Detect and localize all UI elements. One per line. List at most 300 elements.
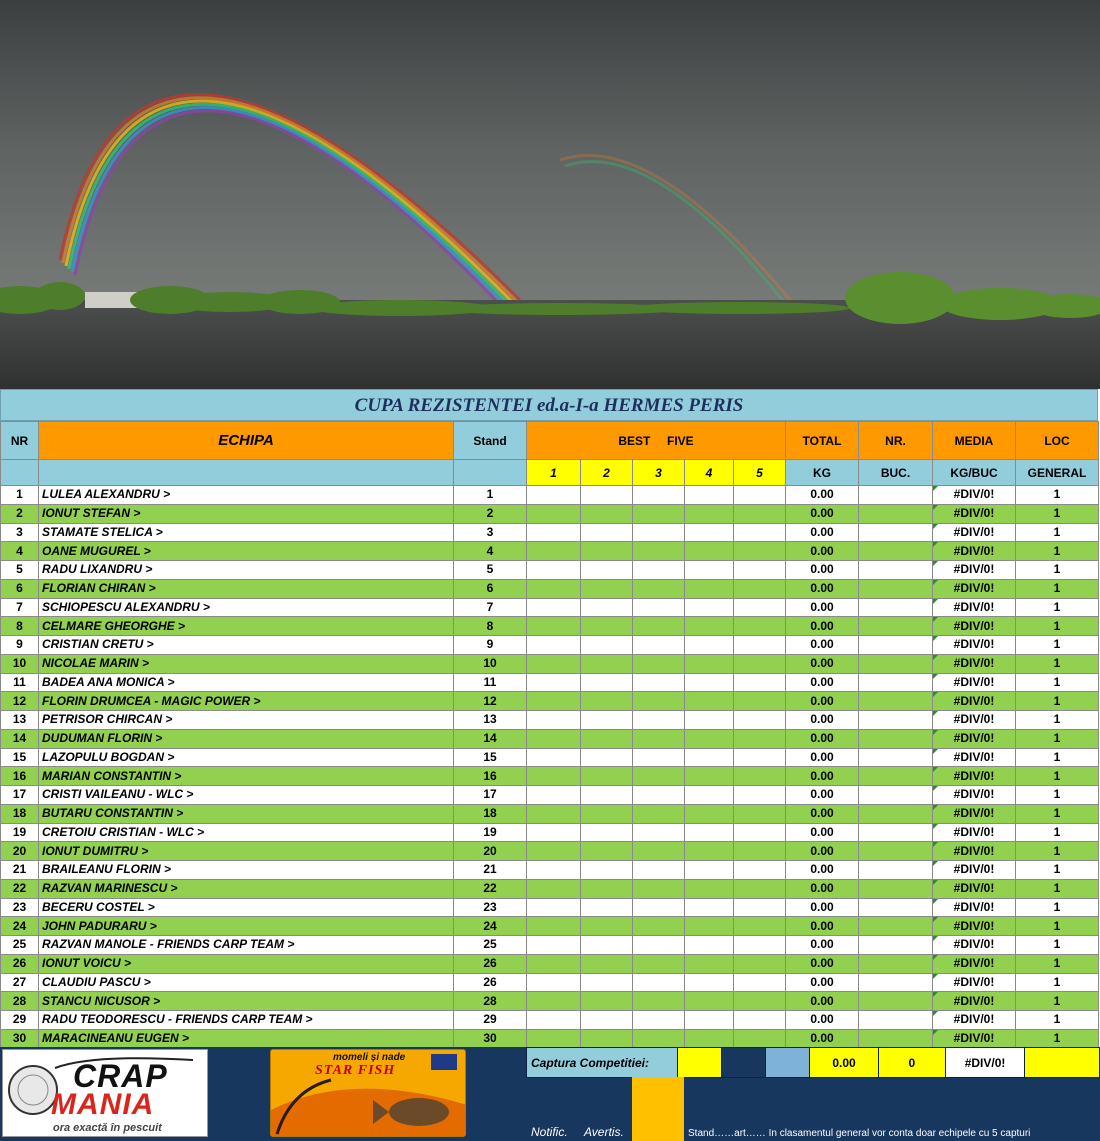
row-nr-buc — [859, 823, 933, 842]
row-best-3 — [633, 523, 685, 542]
row-media: #DIV/0! — [933, 973, 1016, 992]
row-loc: 1 — [1016, 1029, 1099, 1048]
row-nr: 5 — [1, 561, 39, 580]
row-best-2 — [581, 542, 633, 561]
row-nr-buc — [859, 561, 933, 580]
row-loc: 1 — [1016, 804, 1099, 823]
row-total-kg: 0.00 — [786, 898, 859, 917]
subheader-best-2: 2 — [581, 460, 633, 486]
row-best-3 — [633, 954, 685, 973]
row-best-4 — [685, 486, 734, 505]
star-fish-logo — [270, 1049, 466, 1137]
star-logo-small: momeli și nade — [333, 1052, 406, 1063]
row-loc: 1 — [1016, 579, 1099, 598]
fishing-ball-icon — [9, 1066, 57, 1114]
table-row — [1, 954, 1099, 973]
row-stand: 7 — [454, 598, 527, 617]
row-team-name: MARIAN CONSTANTIN > — [39, 767, 454, 786]
row-best-3 — [633, 748, 685, 767]
row-total-kg: 0.00 — [786, 786, 859, 805]
table-row — [1, 579, 1099, 598]
row-best-5 — [734, 561, 786, 580]
row-nr: 25 — [1, 936, 39, 955]
row-best-5 — [734, 617, 786, 636]
row-best-4 — [685, 917, 734, 936]
row-total-kg: 0.00 — [786, 992, 859, 1011]
row-best-3 — [633, 579, 685, 598]
row-stand: 19 — [454, 823, 527, 842]
row-best-3 — [633, 598, 685, 617]
row-loc: 1 — [1016, 486, 1099, 505]
table-row — [1, 561, 1099, 580]
row-best-1 — [527, 898, 581, 917]
row-best-5 — [734, 654, 786, 673]
table-row — [1, 729, 1099, 748]
table-row — [1, 486, 1099, 505]
row-media: #DIV/0! — [933, 673, 1016, 692]
row-best-3 — [633, 486, 685, 505]
table-row — [1, 804, 1099, 823]
row-media: #DIV/0! — [933, 711, 1016, 730]
row-best-3 — [633, 823, 685, 842]
subheader-best-3: 3 — [633, 460, 685, 486]
row-best-1 — [527, 917, 581, 936]
row-media: #DIV/0! — [933, 767, 1016, 786]
row-best-3 — [633, 617, 685, 636]
table-row — [1, 767, 1099, 786]
row-stand: 17 — [454, 786, 527, 805]
row-nr: 16 — [1, 767, 39, 786]
row-stand: 18 — [454, 804, 527, 823]
row-stand: 3 — [454, 523, 527, 542]
table-row — [1, 523, 1099, 542]
row-best-5 — [734, 823, 786, 842]
row-nr: 7 — [1, 598, 39, 617]
row-best-5 — [734, 636, 786, 655]
row-best-1 — [527, 936, 581, 955]
row-best-2 — [581, 936, 633, 955]
summary-best-5 — [766, 1048, 810, 1078]
row-media: #DIV/0! — [933, 561, 1016, 580]
row-best-2 — [581, 673, 633, 692]
table-row — [1, 636, 1099, 655]
row-total-kg: 0.00 — [786, 973, 859, 992]
row-best-5 — [734, 729, 786, 748]
table-row — [1, 598, 1099, 617]
row-best-1 — [527, 504, 581, 523]
row-best-1 — [527, 973, 581, 992]
row-best-1 — [527, 542, 581, 561]
row-best-2 — [581, 1011, 633, 1030]
row-stand: 12 — [454, 692, 527, 711]
row-best-2 — [581, 917, 633, 936]
row-loc: 1 — [1016, 636, 1099, 655]
table-row — [1, 786, 1099, 805]
row-best-3 — [633, 973, 685, 992]
row-best-4 — [685, 636, 734, 655]
header-nr: NR — [1, 422, 39, 460]
row-best-4 — [685, 992, 734, 1011]
row-best-2 — [581, 879, 633, 898]
row-best-1 — [527, 786, 581, 805]
row-nr-buc — [859, 1011, 933, 1030]
row-media: #DIV/0! — [933, 523, 1016, 542]
row-best-2 — [581, 1029, 633, 1048]
row-team-name: BECERU COSTEL > — [39, 898, 454, 917]
footer-note: Stand……art…… In clasamentul general vor conta doar echipele cu 5 capturi — [688, 1128, 1031, 1139]
row-best-4 — [685, 729, 734, 748]
results-table — [0, 421, 1099, 1049]
row-nr-buc — [859, 636, 933, 655]
row-nr-buc — [859, 673, 933, 692]
row-best-5 — [734, 898, 786, 917]
row-nr: 17 — [1, 786, 39, 805]
row-best-3 — [633, 861, 685, 880]
row-best-1 — [527, 1029, 581, 1048]
row-best-1 — [527, 579, 581, 598]
row-media: #DIV/0! — [933, 992, 1016, 1011]
row-best-4 — [685, 786, 734, 805]
row-loc: 1 — [1016, 561, 1099, 580]
row-nr: 19 — [1, 823, 39, 842]
subheader-kg: KG — [786, 460, 859, 486]
row-team-name: IONUT DUMITRU > — [39, 842, 454, 861]
row-nr: 8 — [1, 617, 39, 636]
row-total-kg: 0.00 — [786, 936, 859, 955]
crap-mania-logo — [2, 1049, 208, 1137]
row-media: #DIV/0! — [933, 1029, 1016, 1048]
row-best-3 — [633, 898, 685, 917]
row-nr: 2 — [1, 504, 39, 523]
crap-logo-line2: MANIA — [51, 1088, 155, 1121]
row-best-5 — [734, 1011, 786, 1030]
subheader-row — [1, 460, 1099, 486]
row-best-3 — [633, 804, 685, 823]
header-echipa: ECHIPA — [39, 422, 454, 460]
row-nr: 22 — [1, 879, 39, 898]
row-best-2 — [581, 579, 633, 598]
row-nr: 9 — [1, 636, 39, 655]
row-best-4 — [685, 861, 734, 880]
row-best-2 — [581, 823, 633, 842]
row-media: #DIV/0! — [933, 786, 1016, 805]
row-best-5 — [734, 842, 786, 861]
row-media: #DIV/0! — [933, 748, 1016, 767]
row-stand: 26 — [454, 973, 527, 992]
row-best-3 — [633, 636, 685, 655]
row-team-name: IONUT STEFAN > — [39, 504, 454, 523]
row-loc: 1 — [1016, 673, 1099, 692]
row-total-kg: 0.00 — [786, 542, 859, 561]
row-media: #DIV/0! — [933, 936, 1016, 955]
row-media: #DIV/0! — [933, 654, 1016, 673]
table-row — [1, 879, 1099, 898]
row-best-1 — [527, 954, 581, 973]
row-total-kg: 0.00 — [786, 636, 859, 655]
row-best-3 — [633, 767, 685, 786]
row-loc: 1 — [1016, 617, 1099, 636]
row-loc: 1 — [1016, 729, 1099, 748]
row-best-2 — [581, 804, 633, 823]
row-media: #DIV/0! — [933, 598, 1016, 617]
row-loc: 1 — [1016, 992, 1099, 1011]
row-nr-buc — [859, 523, 933, 542]
row-loc: 1 — [1016, 973, 1099, 992]
row-total-kg: 0.00 — [786, 711, 859, 730]
row-best-3 — [633, 673, 685, 692]
row-best-2 — [581, 523, 633, 542]
summary-count: 0 — [878, 1048, 945, 1078]
row-nr-buc — [859, 617, 933, 636]
row-best-4 — [685, 1029, 734, 1048]
row-total-kg: 0.00 — [786, 729, 859, 748]
row-best-4 — [685, 561, 734, 580]
table-row — [1, 823, 1099, 842]
row-media: #DIV/0! — [933, 579, 1016, 598]
row-nr: 12 — [1, 692, 39, 711]
row-nr-buc — [859, 842, 933, 861]
row-best-3 — [633, 1011, 685, 1030]
row-total-kg: 0.00 — [786, 748, 859, 767]
row-media: #DIV/0! — [933, 617, 1016, 636]
row-best-4 — [685, 804, 734, 823]
header-media: MEDIA — [933, 422, 1016, 460]
row-stand: 20 — [454, 842, 527, 861]
row-best-2 — [581, 617, 633, 636]
row-total-kg: 0.00 — [786, 486, 859, 505]
row-nr-buc — [859, 654, 933, 673]
row-total-kg: 0.00 — [786, 673, 859, 692]
table-row — [1, 861, 1099, 880]
row-loc: 1 — [1016, 898, 1099, 917]
row-nr: 24 — [1, 917, 39, 936]
row-best-1 — [527, 711, 581, 730]
row-media: #DIV/0! — [933, 729, 1016, 748]
row-nr: 13 — [1, 711, 39, 730]
row-best-4 — [685, 692, 734, 711]
row-team-name: BRAILEANU FLORIN > — [39, 861, 454, 880]
row-team-name: RAZVAN MANOLE - FRIENDS CARP TEAM > — [39, 936, 454, 955]
header-row — [1, 422, 1099, 460]
row-total-kg: 0.00 — [786, 861, 859, 880]
row-best-4 — [685, 954, 734, 973]
row-best-5 — [734, 917, 786, 936]
row-nr-buc — [859, 861, 933, 880]
row-stand: 22 — [454, 879, 527, 898]
row-total-kg: 0.00 — [786, 692, 859, 711]
row-best-1 — [527, 992, 581, 1011]
row-best-5 — [734, 786, 786, 805]
row-total-kg: 0.00 — [786, 954, 859, 973]
row-best-4 — [685, 617, 734, 636]
row-stand: 6 — [454, 579, 527, 598]
row-best-5 — [734, 879, 786, 898]
row-team-name: OANE MUGUREL > — [39, 542, 454, 561]
row-total-kg: 0.00 — [786, 879, 859, 898]
table-row — [1, 973, 1099, 992]
row-media: #DIV/0! — [933, 1011, 1016, 1030]
row-best-5 — [734, 973, 786, 992]
subheader-general: GENERAL — [1016, 460, 1099, 486]
row-nr: 23 — [1, 898, 39, 917]
row-loc: 1 — [1016, 692, 1099, 711]
row-nr-buc — [859, 954, 933, 973]
row-best-1 — [527, 823, 581, 842]
row-best-2 — [581, 654, 633, 673]
row-best-5 — [734, 711, 786, 730]
row-nr: 28 — [1, 992, 39, 1011]
row-total-kg: 0.00 — [786, 842, 859, 861]
row-loc: 1 — [1016, 748, 1099, 767]
subheader-buc: BUC. — [859, 460, 933, 486]
row-loc: 1 — [1016, 842, 1099, 861]
row-team-name: CELMARE GHEORGHE > — [39, 617, 454, 636]
row-best-2 — [581, 767, 633, 786]
row-loc: 1 — [1016, 823, 1099, 842]
row-team-name: DUDUMAN FLORIN > — [39, 729, 454, 748]
summary-media: #DIV/0! — [946, 1048, 1025, 1078]
row-best-1 — [527, 673, 581, 692]
row-best-5 — [734, 992, 786, 1011]
row-loc: 1 — [1016, 954, 1099, 973]
row-team-name: RADU TEODORESCU - FRIENDS CARP TEAM > — [39, 1011, 454, 1030]
row-nr-buc — [859, 936, 933, 955]
row-best-2 — [581, 561, 633, 580]
row-media: #DIV/0! — [933, 636, 1016, 655]
row-loc: 1 — [1016, 879, 1099, 898]
row-best-2 — [581, 711, 633, 730]
row-team-name: RADU LIXANDRU > — [39, 561, 454, 580]
table-row — [1, 992, 1099, 1011]
row-best-4 — [685, 654, 734, 673]
row-stand: 2 — [454, 504, 527, 523]
row-team-name: LULEA ALEXANDRU > — [39, 486, 454, 505]
summary-spacer — [721, 1048, 765, 1078]
row-nr-buc — [859, 917, 933, 936]
row-loc: 1 — [1016, 786, 1099, 805]
row-stand: 24 — [454, 917, 527, 936]
row-nr: 27 — [1, 973, 39, 992]
row-best-4 — [685, 542, 734, 561]
row-team-name: CRISTIAN CRETU > — [39, 636, 454, 655]
row-best-2 — [581, 729, 633, 748]
row-team-name: MARACINEANU EUGEN > — [39, 1029, 454, 1048]
row-best-4 — [685, 898, 734, 917]
table-row — [1, 748, 1099, 767]
row-best-4 — [685, 598, 734, 617]
row-team-name: IONUT VOICU > — [39, 954, 454, 973]
row-media: #DIV/0! — [933, 504, 1016, 523]
table-row — [1, 617, 1099, 636]
row-stand: 29 — [454, 1011, 527, 1030]
competition-title: CUPA REZISTENTEI ed.a-I-a HERMES PERIS — [0, 389, 1098, 421]
subheader-best-1: 1 — [527, 460, 581, 486]
star-logo-name: STAR FISH — [315, 1063, 396, 1078]
row-best-5 — [734, 486, 786, 505]
row-best-5 — [734, 804, 786, 823]
row-nr: 1 — [1, 486, 39, 505]
subheader-nr-empty — [1, 460, 39, 486]
row-stand: 1 — [454, 486, 527, 505]
row-best-3 — [633, 1029, 685, 1048]
row-best-2 — [581, 973, 633, 992]
table-row — [1, 654, 1099, 673]
row-loc: 1 — [1016, 654, 1099, 673]
row-stand: 11 — [454, 673, 527, 692]
row-media: #DIV/0! — [933, 898, 1016, 917]
row-best-5 — [734, 767, 786, 786]
row-stand: 21 — [454, 861, 527, 880]
row-best-1 — [527, 636, 581, 655]
row-stand: 16 — [454, 767, 527, 786]
summary-table — [526, 1047, 1100, 1078]
row-best-4 — [685, 936, 734, 955]
subheader-kg-buc: KG/BUC — [933, 460, 1016, 486]
row-best-1 — [527, 486, 581, 505]
row-loc: 1 — [1016, 711, 1099, 730]
row-nr-buc — [859, 804, 933, 823]
row-best-1 — [527, 804, 581, 823]
row-nr: 26 — [1, 954, 39, 973]
row-nr-buc — [859, 542, 933, 561]
row-nr: 11 — [1, 673, 39, 692]
row-nr-buc — [859, 486, 933, 505]
row-best-3 — [633, 729, 685, 748]
row-nr-buc — [859, 711, 933, 730]
row-best-5 — [734, 692, 786, 711]
row-best-2 — [581, 786, 633, 805]
row-media: #DIV/0! — [933, 692, 1016, 711]
header-nr-buc: NR. — [859, 422, 933, 460]
crap-logo-tagline: ora exactă în pescuit — [53, 1122, 162, 1134]
row-team-name: RAZVAN MARINESCU > — [39, 879, 454, 898]
row-nr-buc — [859, 786, 933, 805]
row-media: #DIV/0! — [933, 842, 1016, 861]
row-best-3 — [633, 504, 685, 523]
row-loc: 1 — [1016, 936, 1099, 955]
subheader-stand-empty — [454, 460, 527, 486]
summary-row — [527, 1048, 1100, 1078]
sky — [0, 0, 1100, 300]
row-best-2 — [581, 748, 633, 767]
row-best-3 — [633, 542, 685, 561]
row-best-5 — [734, 579, 786, 598]
row-best-1 — [527, 617, 581, 636]
row-best-3 — [633, 786, 685, 805]
row-nr-buc — [859, 748, 933, 767]
table-row — [1, 917, 1099, 936]
row-best-2 — [581, 898, 633, 917]
table-row — [1, 898, 1099, 917]
row-best-5 — [734, 542, 786, 561]
row-best-1 — [527, 842, 581, 861]
row-stand: 9 — [454, 636, 527, 655]
row-best-1 — [527, 654, 581, 673]
row-best-5 — [734, 748, 786, 767]
row-stand: 13 — [454, 711, 527, 730]
row-best-4 — [685, 579, 734, 598]
row-team-name: FLORIN DRUMCEA - MAGIC POWER > — [39, 692, 454, 711]
row-best-4 — [685, 673, 734, 692]
row-best-3 — [633, 992, 685, 1011]
row-nr-buc — [859, 973, 933, 992]
row-total-kg: 0.00 — [786, 617, 859, 636]
row-team-name: BUTARU CONSTANTIN > — [39, 804, 454, 823]
row-nr: 29 — [1, 1011, 39, 1030]
row-best-4 — [685, 767, 734, 786]
row-stand: 23 — [454, 898, 527, 917]
row-best-5 — [734, 954, 786, 973]
